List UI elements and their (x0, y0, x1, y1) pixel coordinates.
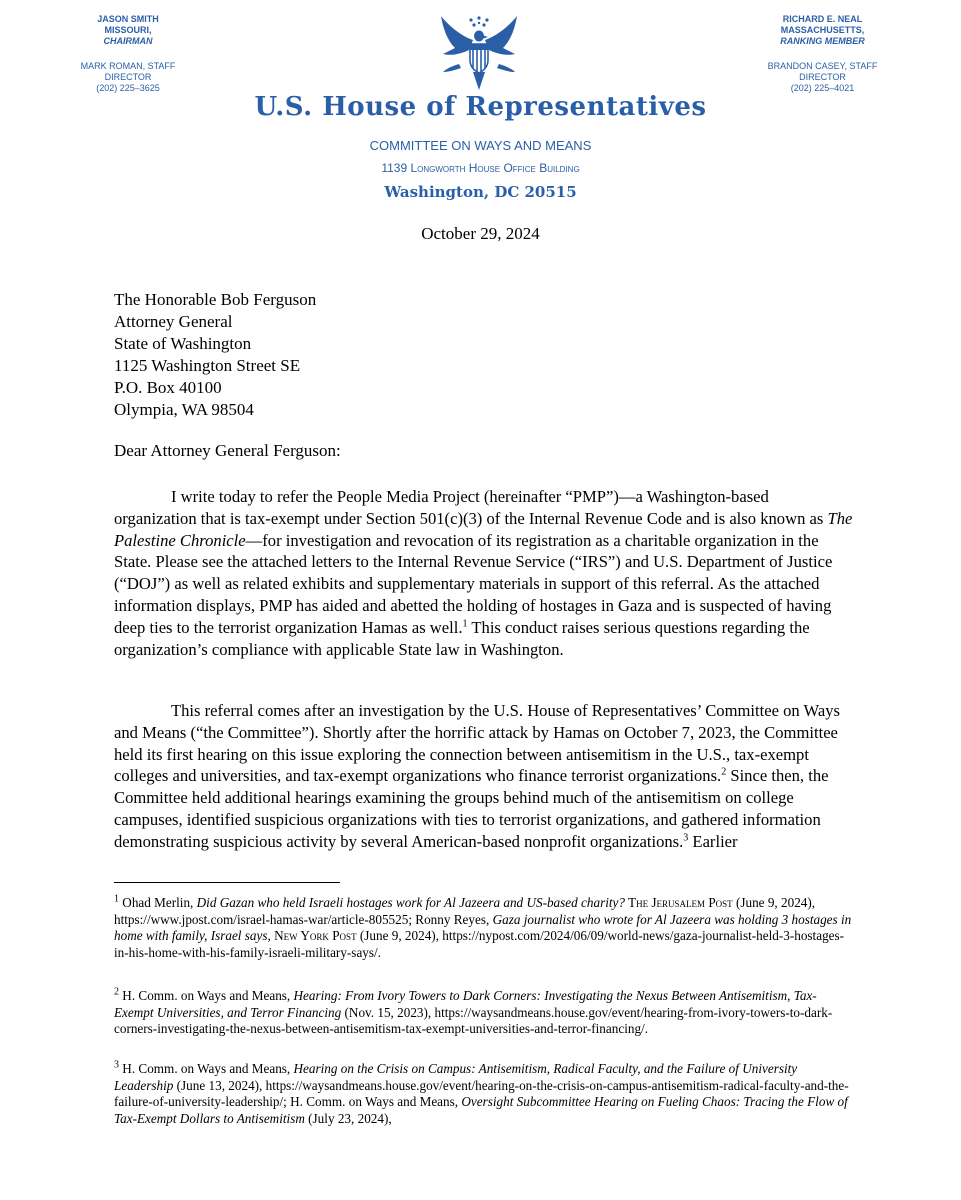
fn3-text-a: H. Comm. on Ways and Means, (119, 1061, 294, 1076)
ranking-member-role: RANKING MEMBER (780, 36, 865, 46)
footnote-divider (114, 882, 340, 883)
fn2-hearing-title: Hearing: From Ivory Towers to Dark Corners: Investigating the Nexus Between Antisemitism, Tax-Exempt Universities, and Terror Financing (114, 988, 817, 1020)
footnote-2 (114, 988, 854, 1038)
footnote-ref-3[interactable]: 3 (683, 832, 689, 844)
ranking-member-block (750, 14, 895, 94)
para2-text-b: Since then, the Committee held additional hearings examining the groups behind much of the antisemitism on college campuses, identified suspicious organizations with ties to terrorist organizations, and gathered information demonstrating suspicious activity by several American-based nonprofit organizations. (114, 766, 829, 851)
fn1-publication-2: New York Post (274, 928, 357, 944)
footnote-ref-1[interactable]: 1 (462, 618, 468, 630)
ranking-member-staff-director: BRANDON CASEY, STAFF DIRECTOR (767, 61, 878, 82)
footnote-1 (114, 895, 854, 961)
footnote-ref-2[interactable]: 2 (721, 766, 727, 778)
salutation: Dear Attorney General Ferguson: (114, 441, 341, 460)
addressee-po-box: P.O. Box 40100 (114, 378, 222, 397)
para1-text-a: I write today to refer the People Media Project (hereinafter “PMP”)—a Washington-based organization that is tax-exempt under Section 501(c)(3) of the Internal Revenue Code and is also known as (114, 487, 828, 528)
body-paragraph-2 (114, 700, 854, 853)
addressee-street: 1125 Washington Street SE (114, 356, 301, 375)
fn1-text-d: , (267, 928, 275, 944)
fn1-publication: The Jerusalem Post (624, 895, 733, 910)
building-address: 1139 Longworth House Office Building (381, 161, 580, 175)
fn3-text-c: (July 23, 2024), (304, 1110, 392, 1126)
chairman-state: MISSOURI, (104, 25, 152, 35)
footnote-3 (114, 1061, 854, 1127)
ranking-member-state: MASSACHUSETTS, (780, 25, 865, 35)
ranking-member-name: RICHARD E. NEAL (782, 14, 863, 24)
para2-text-c: Earlier (688, 831, 738, 851)
footnote-number: 3 (114, 1059, 119, 1071)
fn3-hearing-title-2: Oversight Subcommittee Hearing on Fueling Chaos: Tracing the Flow of Tax-Exempt Dollars to Antisemitism (114, 1094, 848, 1126)
great-seal-eagle-icon (437, 14, 521, 92)
fn1-text-c: (June 9, 2024), https://www.jpost.com/israel-hamas-war/article-805525; Ronny Reyes, (114, 895, 816, 927)
addressee-state: State of Washington (114, 334, 252, 353)
fn1-text-a: Ohad Merlin, (119, 895, 197, 910)
para2-text-a: This referral comes after an investigation by the U.S. House of Representatives’ Committee on Ways and Means (“the Committee”). Shortly after the horrific attack by Hamas on October 7, 2023, the Committee held its first hearing on this issue exploring the connection between antisemitism in the U.S., tax-exempt colleges and universities, and tax-exempt organizations who finance terrorist organizations. (114, 701, 840, 786)
fn1-article-title: Did Gazan who held Israeli hostages work for Al Jazeera and US-based charity? (196, 895, 625, 910)
chairman-name: JASON SMITH (97, 14, 159, 24)
house-title: U.S. House of Representatives (254, 92, 707, 122)
fn1-text-e: (June 9, 2024), https://nypost.com/2024/06/09/world-news/gaza-journalist-held-3-hostages-in-his-home-with-his-family-israeli-military-says/. (114, 928, 845, 960)
chairman-staff-director: MARK ROMAN, STAFF DIRECTOR (80, 61, 176, 82)
fn3-text-b: (June 13, 2024), https://waysandmeans.house.gov/event/hearing-on-the-crisis-on-campus-antisemitism-radical-faculty-and-the-failure-of-university-leadership/; H. Comm. on Ways and Means, (114, 1077, 849, 1110)
footnote-number: 2 (114, 986, 119, 998)
publication-title: The Palestine Chronicle (114, 508, 853, 550)
committee-name: COMMITTEE ON WAYS AND MEANS (369, 138, 592, 153)
fn1-article-title-2: Gaza journalist who wrote for Al Jazeera was holding 3 hostages in home with family, Israel says (114, 911, 852, 944)
fn2-text-b: (Nov. 15, 2023), https://waysandmeans.house.gov/event/hearing-from-ivory-towers-to-dark-corners-investigating-the-nexus-between-antisemitism-tax-exempt-universities-and-terror-financing/. (114, 1004, 833, 1037)
chairman-phone: (202) 225–3625 (96, 83, 160, 93)
para1-text-b: —for investigation and revocation of its registration as a charitable organization in the State. Please see the attached letters to the Internal Revenue Service (“IRS”) and U.S. Department of Justice (“DOJ”) as well as related exhibits and supplementary materials in support of this referral. As the attached information displays, PMP has aided and abetted the holding of hostages in Gaza and is suspected of having deep ties to the terrorist organization Hamas as well. (114, 530, 833, 637)
addressee-name: The Honorable Bob Ferguson (114, 290, 317, 309)
addressee-title: Attorney General (114, 312, 233, 331)
city-address: Washington, DC 20515 (384, 183, 577, 201)
para1-text-c: This conduct raises serious questions regarding the organization’s compliance with applicable State law in Washington. (114, 617, 810, 659)
chairman-role: CHAIRMAN (103, 36, 153, 46)
ranking-member-phone: (202) 225–4021 (790, 83, 855, 93)
chairman-block (58, 14, 198, 94)
addressee-city: Olympia, WA 98504 (114, 400, 254, 419)
fn2-text-a: H. Comm. on Ways and Means, (119, 988, 294, 1003)
footnote-number: 1 (114, 893, 119, 905)
body-paragraph-1 (114, 486, 854, 660)
letter-date: October 29, 2024 (421, 224, 540, 243)
fn3-hearing-title: Hearing on the Crisis on Campus: Antisemitism, Radical Faculty, and the Failure of University Leadership (114, 1061, 798, 1093)
addressee-block (114, 289, 316, 421)
